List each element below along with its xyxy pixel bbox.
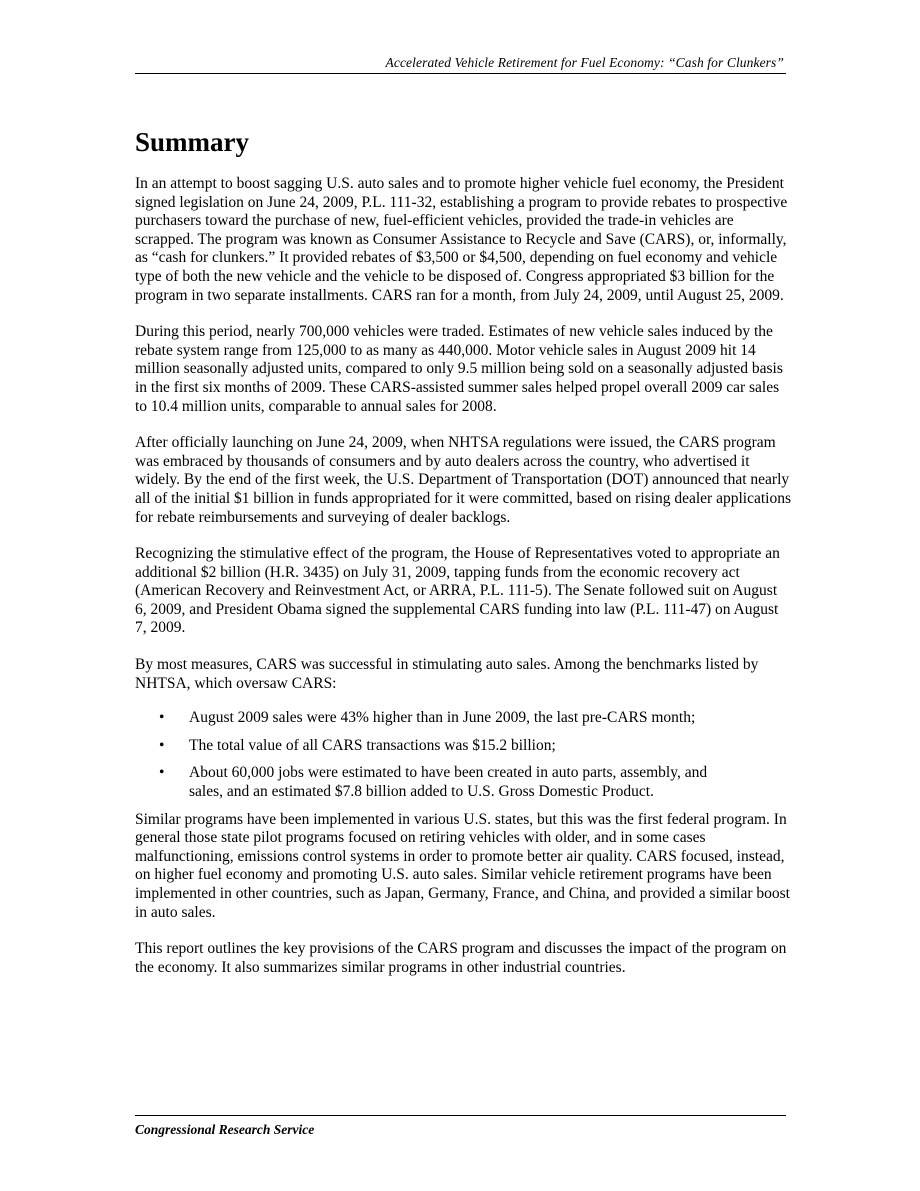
footer-text: Congressional Research Service [135,1122,315,1137]
list-item [135,709,791,728]
running-header [135,53,786,74]
paragraph: Recognizing the stimulative effect of the program, the House of Representatives voted to appropriate an additional $2 billion (H.R. 3435) on July 31, 2009, tapping funds from the economic recovery act (American Recovery and Reinvestment Act, or ARRA, P.L. 111-5). The Senate followed suit on August 6, 2009, and President Obama signed the supplemental CARS funding into law (P.L. 111-47) on August 7, 2009. [135,545,780,637]
bullet-icon: • [159,736,165,754]
bullet-icon: • [159,764,165,782]
paragraph: In an attempt to boost sagging U.S. auto sales and to promote higher vehicle fuel economy, the President signed legislation on June 24, 2009, P.L. 111-32, establishing a program to provide rebates to prospective purchasers toward the purchase of new, fuel-efficient vehicles, provided the trade-in vehicles are scrapped. The program was known as Consumer Assistance to Recycle and Save (CARS), or, informally, as “cash for clunkers.” It provided rebates of $3,500 or $4,500, depending on fuel economy and vehicle type of both the new vehicle and the vehicle to be disposed of. Congress appropriated $3 billion for the program in two separate installments. CARS ran for a month, from July 24, 2009, until August 25, 2009. [135,175,788,304]
paragraph: This report outlines the key provisions of the CARS program and discusses the impact of the program on the economy. It also summarizes similar programs in other industrial countries. [135,940,787,976]
bullet-icon: • [159,709,165,727]
paragraph: During this period, nearly 700,000 vehicles were traded. Estimates of new vehicle sales induced by the rebate system range from 125,000 to as many as 440,000. Motor vehicle sales in August 2009 hit 14 million seasonally adjusted units, compared to only 9.5 million being sold on a seasonally adjusted basis in the first six months of 2009. These CARS-assisted summer sales helped propel overall 2009 car sales to 10.4 million units, comparable to annual sales for 2008. [135,323,783,415]
summary-body [135,175,791,995]
benchmark-list [135,709,791,801]
list-item-text: August 2009 sales were 43% higher than in June 2009, the last pre-CARS month; [189,709,696,727]
list-item [135,764,791,801]
page-title: Summary [135,127,249,157]
header-title: Accelerated Vehicle Retirement for Fuel Economy: “Cash for Clunkers” [385,55,784,70]
paragraph: By most measures, CARS was successful in stimulating auto sales. Among the benchmarks listed by NHTSA, which oversaw CARS: [135,656,759,692]
running-footer [135,1115,786,1137]
paragraph: Similar programs have been implemented in various U.S. states, but this was the first federal program. In general those state pilot programs focused on retiring vehicles with older, and in some cases malfunctioning, emissions control systems in order to promote better air quality. CARS focused, instead, on higher fuel economy and promoting U.S. auto sales. Similar vehicle retirement programs have been implemented in other countries, such as Japan, Germany, France, and China, and provided a similar boost in auto sales. [135,810,790,921]
paragraph: After officially launching on June 24, 2009, when NHTSA regulations were issued, the CARS program was embraced by thousands of consumers and by auto dealers across the country, who advertised it widely. By the end of the first week, the U.S. Department of Transportation (DOT) announced that nearly all of the initial $1 billion in funds appropriated for it were committed, based on rising dealer applications for rebate reimbursements and surveying of dealer backlogs. [135,434,791,526]
list-item-text: The total value of all CARS transactions was $15.2 billion; [189,736,556,754]
list-item [135,737,791,756]
list-item-text: About 60,000 jobs were estimated to have been created in auto parts, assembly, and sales, and an estimated $7.8 billion added to U.S. Gross Domestic Product. [189,764,708,801]
